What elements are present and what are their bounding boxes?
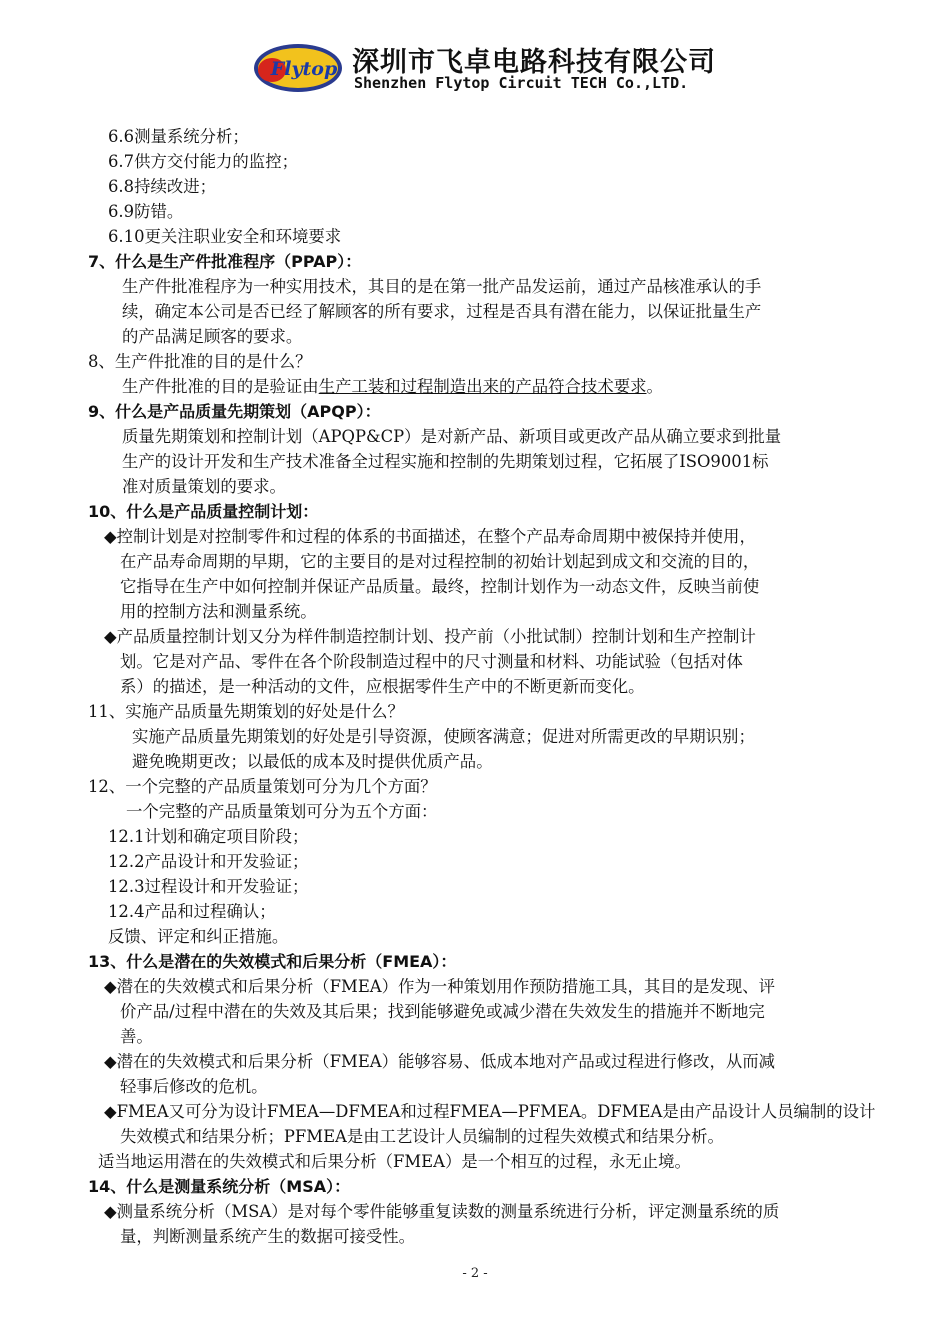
list-item: 12.4产品和过程确认； [108, 902, 276, 921]
paragraph-line: 它指导在生产中如何控制并保证产品质量。最终，控制计划作为一动态文件，反映当前使 [120, 577, 760, 596]
paragraph-line: 失效模式和结果分析；PFMEA是由工艺设计人员编制的过程失效模式和结果分析。 [120, 1127, 724, 1146]
svg-text:Flytop: Flytop [270, 58, 338, 80]
bullet-item: ◆产品质量控制计划又分为样件制造控制计划、投产前（小批试制）控制计划和生产控制计 [104, 627, 756, 646]
list-item: 12.1计划和确定项目阶段； [108, 827, 309, 846]
section-heading: 11、实施产品质量先期策划的好处是什么？ [88, 702, 404, 721]
bullet-item: ◆FMEA又可分为设计FMEA—DFMEA和过程FMEA—PFMEA。DFMEA是由产品设计人员编制的设计 [104, 1102, 876, 1121]
list-item: 6.9防错。 [108, 202, 184, 221]
paragraph-line: 生产件批准的目的是验证由生产工装和过程制造出来的产品符合技术要求。 [122, 377, 663, 396]
paragraph-line: 准对质量策划的要求。 [122, 477, 286, 496]
paragraph-line: 一个完整的产品质量策划可分为五个方面： [126, 802, 438, 821]
paragraph-line: 善。 [120, 1027, 153, 1046]
paragraph-line: 生产件批准程序为一种实用技术，其目的是在第一批产品发运前，通过产品核准承认的手 [122, 277, 762, 296]
paragraph-line: 适当地运用潜在的失效模式和后果分析（FMEA）是一个相互的过程，永无止境。 [98, 1152, 691, 1171]
section-heading: 12、一个完整的产品质量策划可分为几个方面？ [88, 777, 437, 796]
paragraph-line: 的产品满足顾客的要求。 [122, 327, 303, 346]
list-item: 12.3过程设计和开发验证； [108, 877, 309, 896]
paragraph-line: 在产品寿命周期的早期，它的主要目的是对过程控制的初始计划起到成文和交流的目的， [120, 552, 760, 571]
list-item: 12.2产品设计和开发验证； [108, 852, 309, 871]
section-heading: 7、什么是生产件批准程序（PPAP）： [88, 252, 362, 271]
paragraph-line: 轻事后修改的危机。 [120, 1077, 268, 1096]
paragraph-line: 量，判断测量系统产生的数据可接受性。 [120, 1227, 416, 1246]
bullet-item: ◆测量系统分析（MSA）是对每个零件能够重复读数的测量系统进行分析，评定测量系统的质 [104, 1202, 780, 1221]
list-item: 反馈、评定和纠正措施。 [108, 927, 289, 946]
paragraph-line: 划。它是对产品、零件在各个阶段制造过程中的尺寸测量和材料、功能试验（包括对体 [120, 652, 743, 671]
section-heading: 9、什么是产品质量先期策划（APQP）： [88, 402, 381, 421]
bullet-item: ◆潜在的失效模式和后果分析（FMEA）作为一种策划用作预防措施工具，其目的是发现、评 [104, 977, 776, 996]
section-heading: 8、生产件批准的目的是什么？ [88, 352, 312, 371]
company-name-en: Shenzhen Flytop Circuit TECH Co.,LTD. [354, 74, 689, 92]
paragraph-line: 用的控制方法和测量系统。 [120, 602, 317, 621]
paragraph-line: 避免晚期更改；以最低的成本及时提供优质产品。 [132, 752, 493, 771]
bullet-item: ◆控制计划是对控制零件和过程的体系的书面描述，在整个产品寿命周期中被保持并使用， [104, 527, 756, 546]
paragraph-line: 价产品/过程中潜在的失效及其后果；找到能够避免或减少潜在失效发生的措施并不断地完 [120, 1002, 765, 1021]
paragraph-line: 续，确定本公司是否已经了解顾客的所有要求，过程是否具有潜在能力，以保证批量生产 [122, 302, 762, 321]
page-number: - 2 - [462, 1266, 488, 1281]
section-heading: 14、什么是测量系统分析（MSA）： [88, 1177, 351, 1196]
underlined-text: 生产工装和过程制造出来的产品符合技术要求 [318, 377, 647, 396]
company-logo [250, 38, 346, 98]
company-name-cn: 深圳市飞卓电路科技有限公司 [352, 47, 716, 78]
list-item: 6.8持续改进； [108, 177, 217, 196]
document-header [250, 38, 716, 98]
list-item: 6.6测量系统分析； [108, 127, 249, 146]
paragraph-line: 质量先期策划和控制计划（APQP&CP）是对新产品、新项目或更改产品从确立要求到批量 [122, 427, 782, 446]
section-heading: 13、什么是潜在的失效模式和后果分析（FMEA）： [88, 952, 457, 971]
section-heading: 10、什么是产品质量控制计划： [88, 502, 319, 521]
list-item: 6.7供方交付能力的监控； [108, 152, 298, 171]
bullet-item: ◆潜在的失效模式和后果分析（FMEA）能够容易、低成本地对产品或过程进行修改，从而减 [104, 1052, 776, 1071]
paragraph-line: 生产的设计开发和生产技术准备全过程实施和控制的先期策划过程，它拓展了ISO9001标 [122, 452, 769, 471]
list-item: 6.10更关注职业安全和环境要求 [108, 227, 342, 246]
paragraph-line: 系）的描述，是一种活动的文件，应根据零件生产中的不断更新而变化。 [120, 677, 645, 696]
paragraph-line: 实施产品质量先期策划的好处是引导资源，使顾客满意；促进对所需更改的早期识别； [132, 727, 755, 746]
